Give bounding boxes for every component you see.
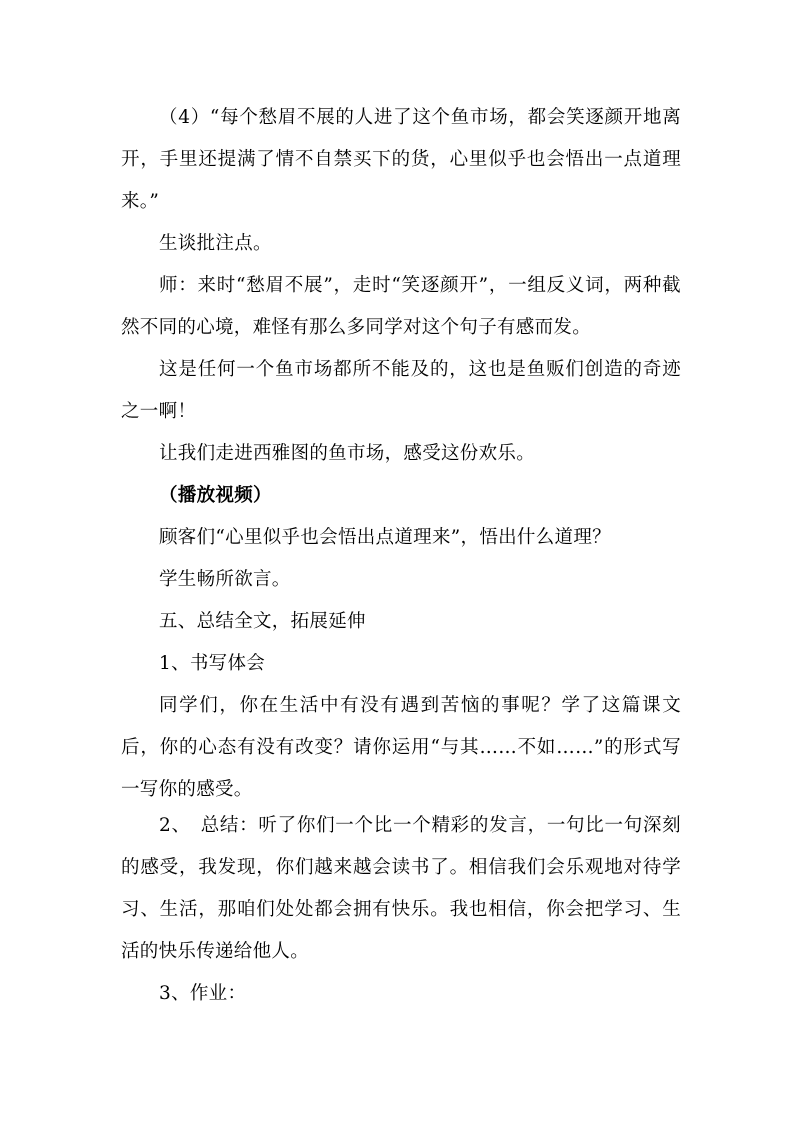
section-heading-summary: 五、总结全文，拓展延伸 — [159, 611, 366, 632]
paragraph-writing-prompt: 同学们，你在生活中有没有遇到苦恼的事呢？学了这篇课文后，你的心态有没有改变？请你运用“与其……不如……”的形式写一写你的感受。 — [121, 695, 681, 800]
paragraph-seattle-market: 让我们走进西雅图的鱼市场，感受这份欢乐。 — [159, 443, 536, 464]
paragraph-miracle: 这是任何一个鱼市场都所不能及的，这也是鱼贩们创造的奇迹之一啊！ — [121, 359, 681, 422]
paragraph-conclusion: 2、 总结：听了你们一个比一个精彩的发言，一句比一句深刻的感受，我发现，你们越来越会读书了。相信我们会乐观地对待学习、生活，那咱们处处都会拥有快乐。我也相信，你会把学习、生活的快乐传递给他人。 — [121, 815, 681, 962]
item-1-heading: 1、书写体会 — [159, 653, 266, 674]
paragraph-play-video: （播放视频） — [159, 485, 272, 506]
item-3-homework: 3、作业： — [159, 983, 247, 1004]
paragraph-quote-4: （4）“每个愁眉不展的人进了这个鱼市场，都会笑逐颜开地离开，手里还提满了情不自禁买下的货，心里似乎也会悟出一点道理来。” — [121, 107, 681, 212]
paragraph-student-annotation: 生谈批注点。 — [159, 233, 272, 254]
paragraph-students-speak: 学生畅所欲言。 — [159, 569, 291, 590]
paragraph-teacher-comment: 师：来时“愁眉不展”，走时“笑逐颜开”，一组反义词，两种截然不同的心境，难怪有那么多同学对这个句子有感而发。 — [121, 275, 681, 338]
paragraph-customers-question: 顾客们“心里似乎也会悟出点道理来”，悟出什么道理？ — [159, 527, 611, 548]
